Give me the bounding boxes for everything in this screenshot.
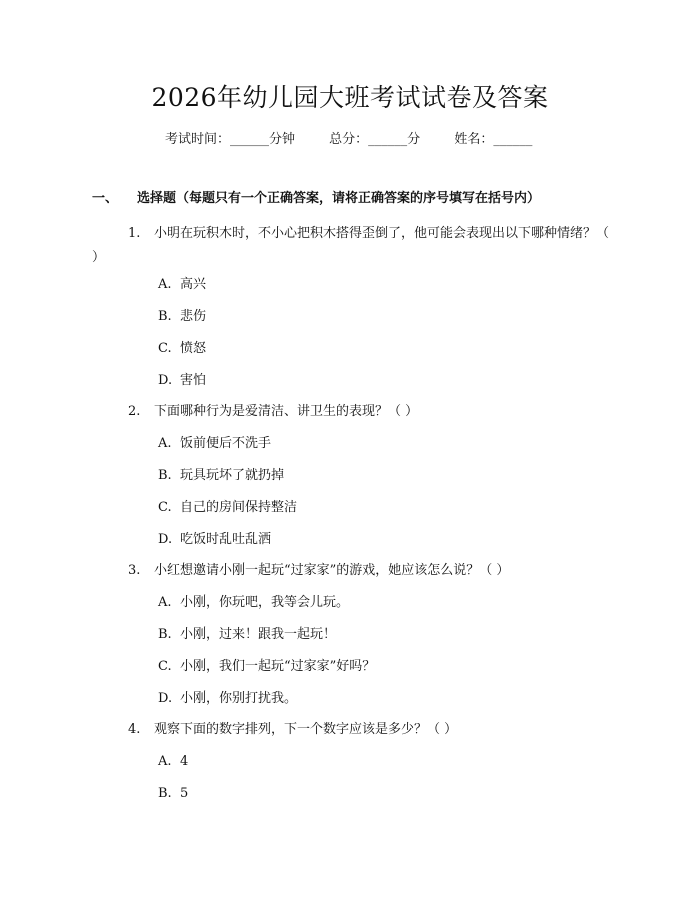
option-text: 悲伤 — [180, 309, 207, 324]
option-letter: C. — [158, 500, 172, 515]
question-4-option-a — [158, 752, 188, 772]
question-4-option-b — [158, 784, 188, 804]
option-letter: C. — [158, 341, 172, 356]
option-text: 吃饭时乱吐乱洒 — [180, 532, 272, 547]
section-heading — [92, 189, 540, 209]
question-3-option-b — [158, 625, 336, 645]
question-text: 小明在玩积木时，不小心把积木搭得歪倒了，他可能会表现出以下哪种情绪？（ ） — [92, 226, 610, 265]
option-letter: A. — [158, 595, 172, 610]
total-score-field: 总分：______分 — [329, 132, 421, 147]
question-3 — [92, 559, 612, 583]
option-text: 高兴 — [180, 277, 207, 292]
question-2-option-d — [158, 530, 271, 550]
exam-info-line — [165, 130, 532, 150]
option-letter: B. — [158, 309, 172, 324]
question-1-option-b — [158, 307, 206, 327]
option-text: 自己的房间保持整洁 — [180, 500, 298, 515]
option-text: 小刚，我们一起玩“过家家”好吗？ — [180, 659, 376, 674]
option-letter: A. — [158, 754, 172, 769]
question-3-option-d — [158, 689, 297, 709]
question-text: 下面哪种行为是爱清洁、讲卫生的表现？（ ） — [154, 404, 419, 419]
question-1-option-c — [158, 339, 206, 359]
option-letter: A. — [158, 277, 172, 292]
question-2-option-a — [158, 434, 271, 454]
option-letter: B. — [158, 468, 172, 483]
student-name-field: 姓名：______ — [454, 132, 533, 147]
option-letter: D. — [158, 691, 173, 706]
section-title: 选择题（每题只有一个正确答案，请将正确答案的序号填写在括号内） — [137, 191, 541, 206]
option-text: 小刚，你别打扰我。 — [180, 691, 298, 706]
question-text: 小红想邀请小刚一起玩“过家家”的游戏，她应该怎么说？（ ） — [154, 563, 510, 578]
option-letter: B. — [158, 627, 172, 642]
question-number: 2. — [128, 404, 141, 419]
option-text: 愤怒 — [180, 341, 207, 356]
question-1 — [92, 222, 612, 270]
page-title: 2026年幼儿园大班考试试卷及答案 — [151, 83, 549, 112]
option-text: 5 — [180, 786, 189, 801]
option-text: 玩具玩坏了就扔掉 — [180, 468, 285, 483]
option-letter: A. — [158, 436, 172, 451]
question-text: 观察下面的数字排列，下一个数字应该是多少？（ ） — [154, 722, 458, 737]
question-4 — [92, 718, 612, 742]
option-text: 害怕 — [180, 373, 207, 388]
question-1-option-d — [158, 371, 206, 391]
option-text: 小刚，你玩吧，我等会儿玩。 — [180, 595, 350, 610]
question-2-option-b — [158, 466, 284, 486]
section-number: 一、 — [92, 191, 119, 206]
question-number: 4. — [128, 722, 141, 737]
exam-time-field: 考试时间：______分钟 — [165, 132, 296, 147]
option-letter: D. — [158, 532, 173, 547]
option-text: 小刚，过来！跟我一起玩！ — [180, 627, 337, 642]
option-text: 饭前便后不洗手 — [180, 436, 272, 451]
question-3-option-a — [158, 593, 349, 613]
question-2-option-c — [158, 498, 297, 518]
question-1-option-a — [158, 275, 206, 295]
question-number: 1. — [128, 226, 141, 241]
option-letter: B. — [158, 786, 172, 801]
option-text: 4 — [180, 754, 189, 769]
question-2 — [92, 400, 612, 424]
question-3-option-c — [158, 657, 375, 677]
option-letter: C. — [158, 659, 172, 674]
question-number: 3. — [128, 563, 141, 578]
option-letter: D. — [158, 373, 173, 388]
